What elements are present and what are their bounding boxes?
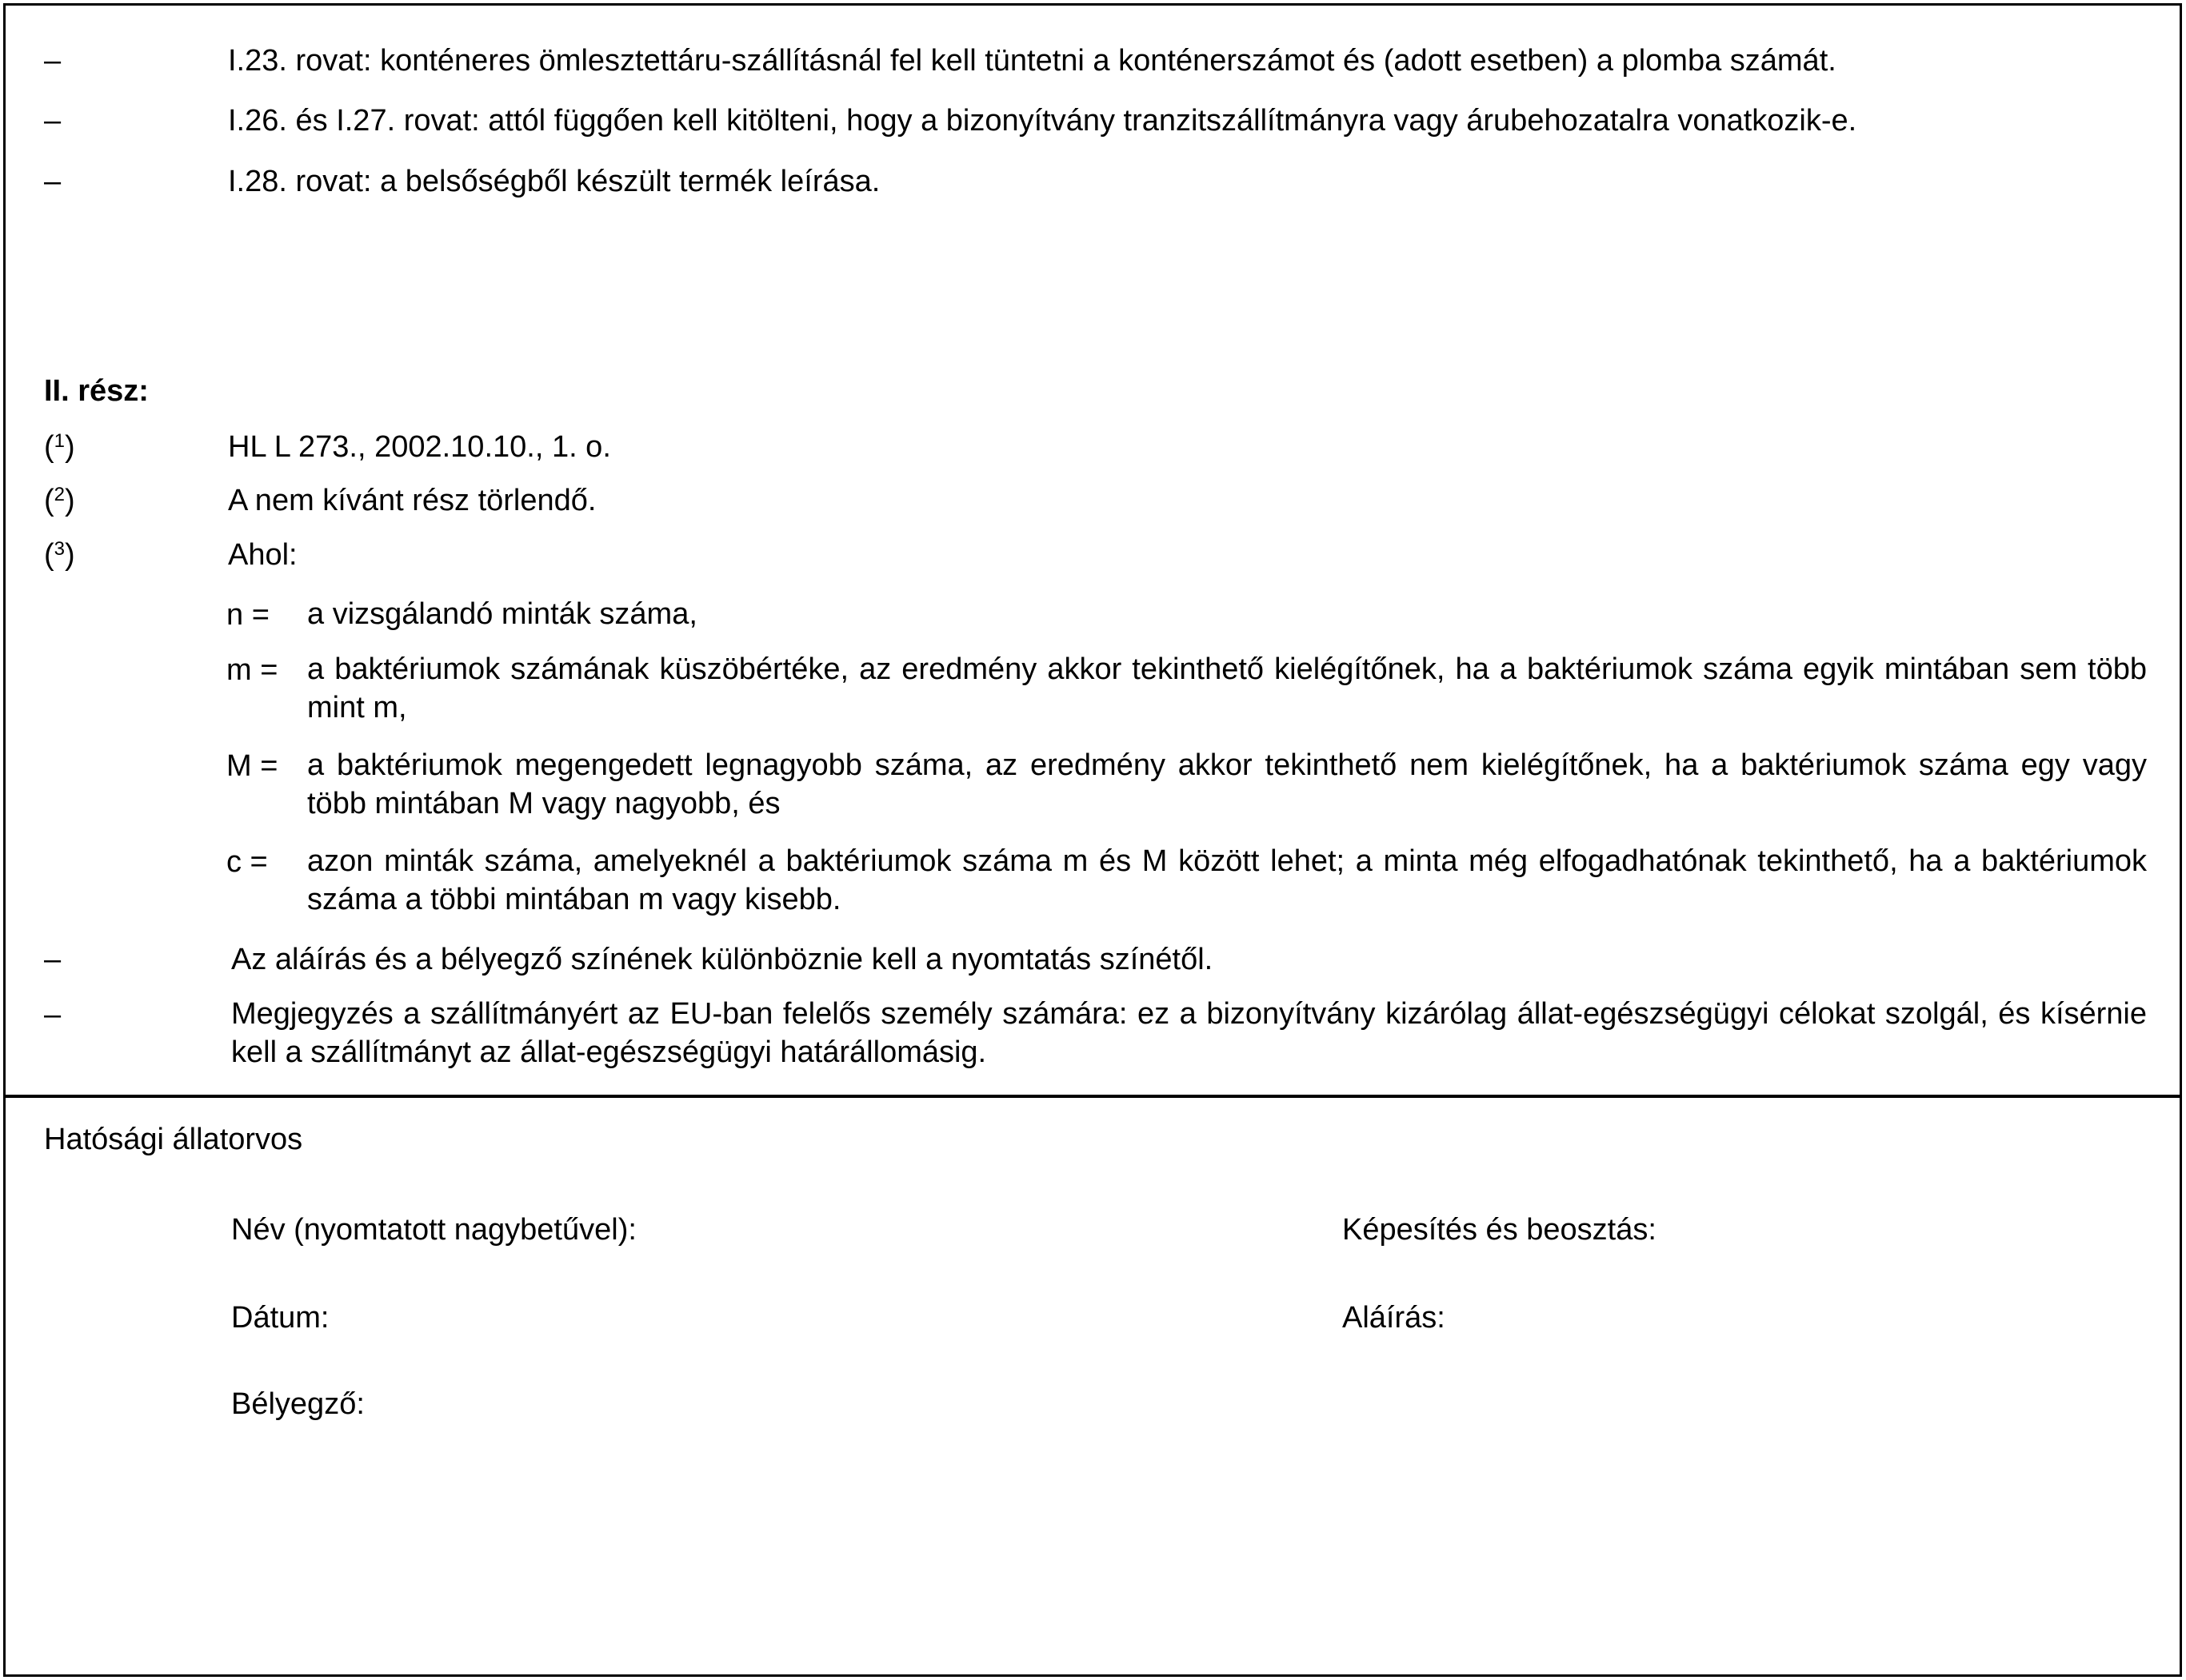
row-marker: – bbox=[44, 104, 62, 138]
qualification-label: Képesítés és beosztás: bbox=[1342, 1213, 1656, 1247]
definition-term: c = bbox=[226, 845, 268, 879]
stamp-label: Bélyegző: bbox=[231, 1387, 365, 1421]
notes-section bbox=[6, 6, 2180, 1098]
note-i23: I.23. rovat: konténeres ömlesztettáru-szállításnál fel kell tüntetni a konténerszámot és (adott esetben) a plomba számát. bbox=[228, 44, 1836, 78]
row-marker: – bbox=[44, 44, 62, 78]
bullet-signature-color: Az aláírás és a bélyegző színének különböznie kell a nyomtatás színétől. bbox=[231, 943, 1213, 976]
signature-label: Aláírás: bbox=[1342, 1301, 1445, 1335]
definition-term: m = bbox=[226, 653, 278, 687]
certificate-frame bbox=[3, 3, 2182, 1677]
row-marker: – bbox=[44, 165, 62, 198]
definition-text: a baktériumok megengedett legnagyobb száma, az eredmény akkor tekinthető nem kielégítőnek, ha a baktériumok száma egy vagy több mintában M vagy nagyobb, és bbox=[307, 748, 2147, 820]
bullet-marker: – bbox=[44, 998, 62, 1032]
footnote-1-text: HL L 273., 2002.10.10., 1. o. bbox=[228, 430, 611, 464]
footnote-marker-3: ($^3$) bbox=[44, 538, 75, 572]
name-label: Név (nyomtatott nagybetűvel): bbox=[231, 1213, 637, 1247]
footnote-marker-1: ($^1$) bbox=[44, 430, 75, 464]
signature-section bbox=[6, 1098, 2180, 1674]
definition-text: a vizsgálandó minták száma, bbox=[307, 597, 697, 631]
part2-heading: II. rész: bbox=[44, 374, 149, 408]
definition-term: M = bbox=[226, 749, 278, 783]
note-i28: I.28. rovat: a belsőségből készült termék leírása. bbox=[228, 165, 881, 198]
footnote-2-text: A nem kívánt rész törlendő. bbox=[228, 484, 597, 517]
date-label: Dátum: bbox=[231, 1301, 330, 1335]
bullet-marker: – bbox=[44, 943, 62, 976]
official-vet-title: Hatósági állatorvos bbox=[44, 1123, 303, 1156]
bullet-consignment-note: Megjegyzés a szállítmányért az EU-ban felelős személy számára: ez a bizonyítvány kizárólag állat-egészségügyi célokat szolgál, és kísérnie kell a szállítmányt az állat-egészségügyi határállomásig. bbox=[231, 997, 2147, 1069]
definition-text: a baktériumok számának küszöbértéke, az eredmény akkor tekinthető kielégítőnek, ha a baktériumok száma egyik mintában sem több mint m, bbox=[307, 652, 2147, 724]
footnote-3-text: Ahol: bbox=[228, 538, 298, 572]
definition-text: azon minták száma, amelyeknél a baktériumok száma m és M között lehet; a minta még elfogadhatónak tekinthető, ha a baktériumok száma a többi mintában m vagy kisebb. bbox=[307, 844, 2147, 916]
footnote-marker-2: ($^2$) bbox=[44, 484, 75, 517]
note-i26-i27: I.26. és I.27. rovat: attól függően kell kitölteni, hogy a bizonyítvány tranzitszállítmányra vagy árubehozatalra vonatkozik-e. bbox=[228, 104, 1857, 138]
definition-term: n = bbox=[226, 598, 270, 632]
